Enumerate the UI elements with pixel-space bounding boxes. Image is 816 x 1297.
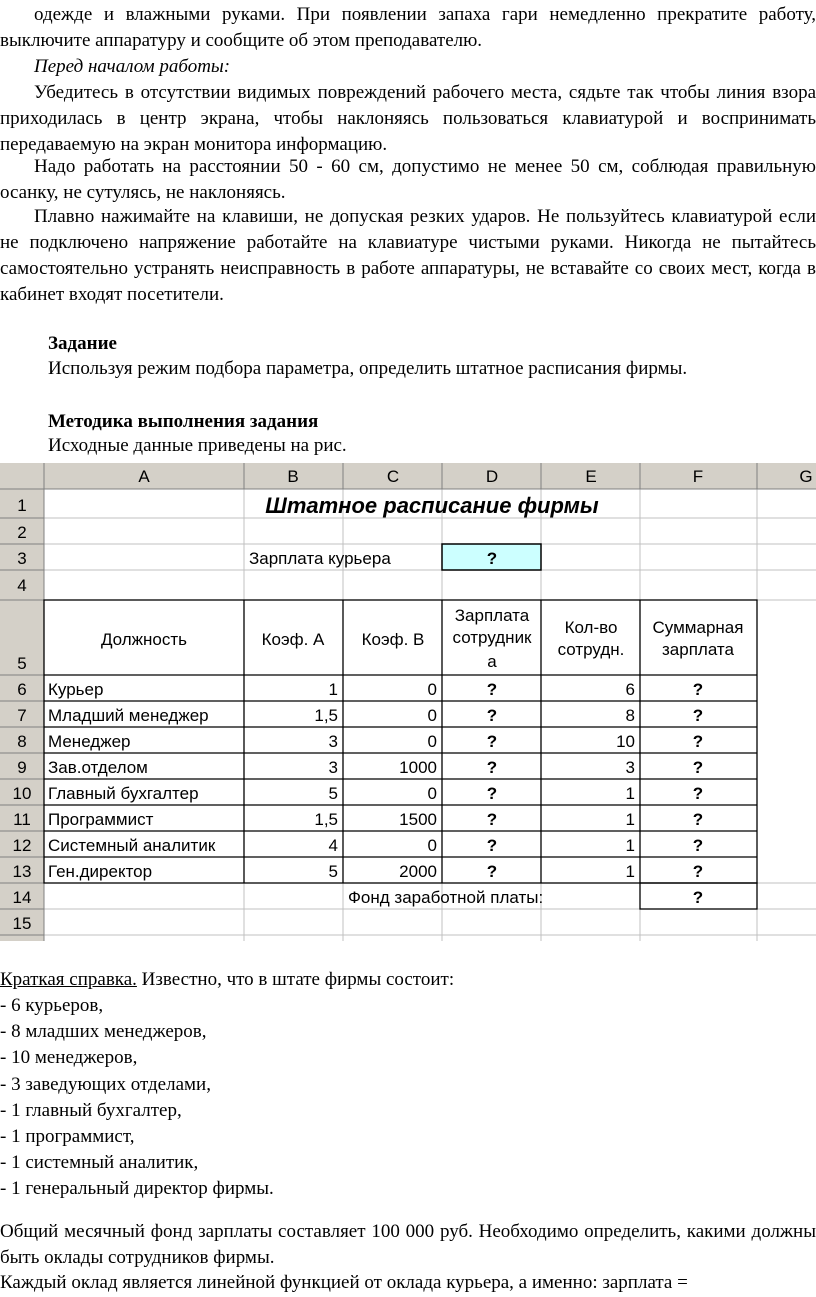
cell-coef-a: 4 [328, 836, 338, 855]
row-header-2: 2 [17, 523, 27, 542]
col-header-a: A [138, 467, 150, 486]
spreadsheet-figure [0, 463, 816, 941]
header-coef-a: Коэф. А [261, 630, 325, 649]
cell-coef-a: 3 [328, 732, 338, 751]
cell-coef-b: 0 [427, 680, 437, 699]
cell-coef-a: 1 [328, 680, 338, 699]
row-header-8: 8 [17, 732, 27, 751]
row-header-14: 14 [12, 888, 32, 907]
row-header-6: 6 [17, 680, 27, 699]
cell-position: Программист [48, 810, 154, 829]
cell-position: Зав.отделом [48, 758, 148, 777]
note-intro [0, 967, 816, 993]
cell-coef-b: 0 [427, 706, 437, 725]
paragraph-keyboard: Плавно нажимайте на клавиши, не допуская резких ударов. Не пользуйтесь клавиатурой если не подключено напряжение работайте на клавиатуре чистыми руками. Никогда не пытайтесь самостоятельно устранять неисправность в работе аппаратуры, не вставайте со своих мест, когда в кабинет входят посетители. [0, 206, 816, 305]
list-item: - 1 программист, [0, 1126, 135, 1148]
header-salary-line3: а [487, 652, 497, 671]
header-position: Должность [100, 630, 188, 649]
fund-label: Фонд заработной платы: [348, 888, 544, 907]
paragraph-fund: Общий месячный фонд зарплаты составляет 100 000 руб. Необходимо определить, какими должны быть оклады сотрудников фирмы. [0, 1221, 816, 1268]
cell-count: 1 [625, 810, 635, 829]
row-header-12: 12 [12, 836, 32, 855]
row-header-5: 5 [17, 654, 27, 673]
row-header-4: 4 [17, 576, 27, 595]
cell-total: ? [692, 810, 704, 829]
method-text: Исходные данные приведены на рис. [48, 435, 347, 456]
courier-salary-value: ? [486, 549, 498, 568]
row-header-10: 10 [12, 784, 32, 803]
header-total-line2: зарплата [662, 640, 734, 659]
row-header-13: 13 [12, 862, 32, 881]
list-item: - 1 главный бухгалтер, [0, 1099, 182, 1121]
cell-count: 3 [625, 758, 635, 777]
col-header-c: C [386, 467, 400, 486]
before-work-title: Перед началом работы: [34, 56, 231, 77]
col-header-d: D [485, 467, 499, 486]
cell-coef-b: 1500 [399, 810, 437, 829]
paragraph-check-workplace: Убедитесь в отсутствии видимых повреждений рабочего места, сядьте так чтобы линия взора приходилась в центр экрана, чтобы наклоняясь пользоваться клавиатурой и воспринимать передаваемую на экран монитора информацию. [0, 82, 816, 155]
list-item: - 1 генеральный директор фирмы. [0, 1178, 274, 1200]
cell-salary: ? [486, 758, 498, 777]
cell-coef-a: 1,5 [314, 706, 338, 725]
courier-salary-label: Зарплата курьера [249, 549, 391, 568]
paragraph-distance: Надо работать на расстоянии 50 - 60 см, допустимо не менее 50 см, соблюдая правильную осанку, не сутулясь, не наклоняясь. [0, 156, 816, 203]
cell-count: 1 [625, 862, 635, 881]
cell-coef-a: 5 [328, 784, 338, 803]
cell-total: ? [692, 706, 704, 725]
col-header-g: G [799, 467, 813, 486]
method-title: Методика выполнения задания [48, 411, 319, 432]
cell-coef-a: 5 [328, 862, 338, 881]
cell-position: Системный аналитик [48, 836, 216, 855]
cell-salary: ? [486, 810, 498, 829]
list-item: - 1 системный аналитик, [0, 1152, 199, 1174]
paragraph-linear: Каждый оклад является линейной функцией от оклада курьера, а именно: зарплата = [0, 1272, 688, 1293]
cell-coef-a: 1,5 [314, 810, 338, 829]
note-label: Краткая справка. [0, 969, 137, 990]
row-header-9: 9 [17, 758, 27, 777]
cell-salary: ? [486, 732, 498, 751]
cell-total: ? [692, 836, 704, 855]
cell-total: ? [692, 758, 704, 777]
list-item: - 6 курьеров, [0, 995, 104, 1016]
cell-count: 8 [625, 706, 635, 725]
cell-salary: ? [486, 836, 498, 855]
cell-coef-a: 3 [328, 758, 338, 777]
row-header-11: 11 [13, 810, 31, 829]
row-header-3: 3 [17, 549, 27, 568]
cell-total: ? [692, 862, 704, 881]
cell-coef-b: 0 [427, 732, 437, 751]
header-count-line1: Кол-во [564, 618, 618, 637]
header-total-line1: Суммарная [652, 618, 744, 637]
cell-coef-b: 0 [427, 784, 437, 803]
header-coef-b: Коэф. В [361, 630, 425, 649]
cell-count: 6 [625, 680, 635, 699]
intro-line: одежде и влажными руками. При появлении запаха гари немедленно прекратите работу, выключите аппаратуру и сообщите об этом преподавателю. [0, 4, 816, 51]
list-item: - 3 заведующих отделами, [0, 1073, 211, 1095]
header-salary-line1: Зарплата [454, 606, 530, 625]
task-title: Задание [48, 333, 117, 354]
cell-coef-b: 2000 [399, 862, 437, 881]
cell-total: ? [692, 784, 704, 803]
col-header-e: E [585, 467, 597, 486]
sheet-title: Штатное расписание фирмы [265, 493, 599, 518]
row-header-7: 7 [17, 706, 27, 725]
list-item: - 10 менеджеров, [0, 1047, 138, 1069]
cell-salary: ? [486, 680, 498, 699]
list-item: - 8 младших менеджеров, [0, 1021, 207, 1043]
fund-value: ? [692, 888, 704, 907]
staff-list [0, 993, 274, 1203]
cell-salary: ? [486, 706, 498, 725]
col-header-b: B [287, 467, 299, 486]
cell-salary: ? [486, 784, 498, 803]
cell-coef-b: 0 [427, 836, 437, 855]
col-header-f: F [692, 467, 704, 486]
row-header-15: 15 [12, 914, 32, 933]
row-header-1: 1 [17, 496, 27, 515]
cell-total: ? [692, 732, 704, 751]
note-text: Известно, что в штате фирмы состоит: [136, 969, 455, 990]
cell-count: 1 [625, 836, 635, 855]
task-text: Используя режим подбора параметра, определить штатное расписания фирмы. [48, 358, 688, 379]
cell-position: Ген.директор [48, 862, 153, 881]
cell-total: ? [692, 680, 704, 699]
cell-salary: ? [486, 862, 498, 881]
cell-position: Менеджер [48, 732, 131, 751]
cell-position: Младший менеджер [48, 706, 209, 725]
header-count-line2: сотрудн. [557, 640, 625, 659]
header-salary-line2: сотрудник [452, 628, 532, 647]
cell-count: 1 [625, 784, 635, 803]
cell-coef-b: 1000 [399, 758, 437, 777]
cell-position: Курьер [48, 680, 104, 699]
cell-count: 10 [616, 732, 635, 751]
intro-paragraph [0, 2, 816, 54]
cell-position: Главный бухгалтер [48, 784, 199, 803]
